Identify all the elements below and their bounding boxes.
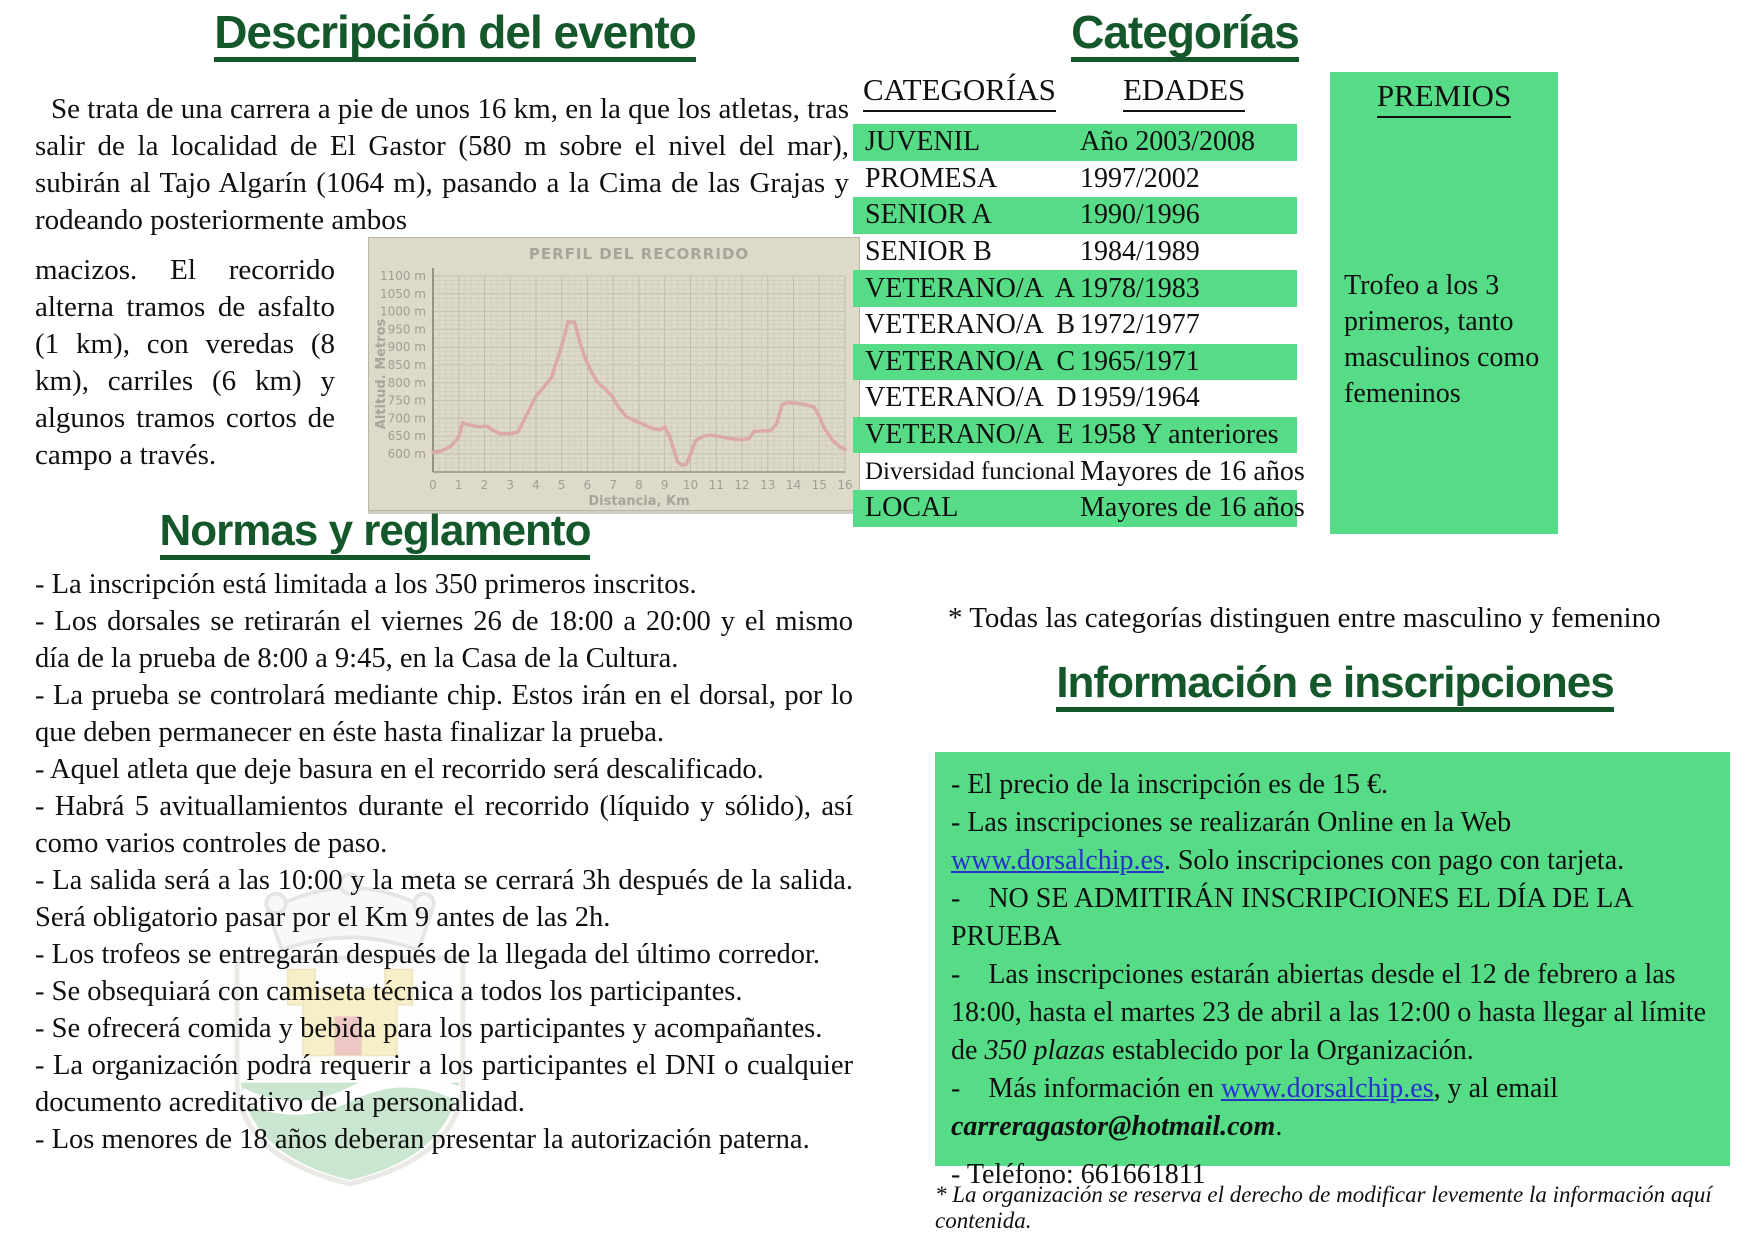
description-paragraph-1: Se trata de una carrera a pie de unos 16 km, en la que los atletas, tras salir de la localidad de El Gastor (580 m sobre el nivel del mar), subirán al Tajo Algarín (1064 m), pasando a la Cima de las Grajas y rodeando posteriormente ambos: [35, 93, 849, 236]
description-title-wrap: [95, 8, 815, 62]
category-name: VETERANO/A C: [865, 345, 1075, 377]
svg-text:Altitud. Metros: Altitud. Metros: [374, 318, 389, 430]
info-line: [951, 804, 1714, 880]
category-name: VETERANO/A B: [865, 309, 1075, 341]
rules-title: Normas y reglamento: [160, 508, 591, 560]
category-ages: 1965/1971: [1080, 345, 1200, 377]
description-title: Descripción del evento: [214, 8, 696, 62]
svg-text:1050 m: 1050 m: [379, 286, 426, 301]
rules-title-wrap: [35, 508, 715, 560]
rule-item: - Los dorsales se retirarán el viernes 26 de 18:00 a 20:00 y el mismo día de la prueba de 8:00 a 9:45, en la Casa de la Cultura.: [35, 606, 853, 674]
category-row: [853, 270, 1297, 307]
info-line: [951, 880, 1714, 956]
category-name: VETERANO/A A: [865, 272, 1075, 304]
category-ages: 1972/1977: [1080, 309, 1200, 341]
category-row: [853, 307, 1297, 344]
category-name: Diversidad funcional: [865, 457, 1076, 485]
dorsalchip-link[interactable]: www.dorsalchip.es: [1220, 1073, 1434, 1104]
elevation-profile-chart: [368, 237, 860, 511]
info-text-segment: - NO SE ADMITIRÁN INSCRIPCIONES EL DÍA DE LA PRUEBA: [951, 883, 1640, 952]
category-row: [853, 417, 1297, 454]
rule-item: - La inscripción está limitada a los 350 primeros inscritos.: [35, 569, 697, 600]
category-row: [853, 197, 1297, 234]
category-ages: 1978/1983: [1080, 272, 1200, 304]
categories-note: * Todas las categorías distinguen entre masculino y femenino: [948, 602, 1661, 634]
category-row: [853, 161, 1297, 198]
info-line: [951, 1070, 1714, 1146]
svg-text:5: 5: [557, 478, 566, 492]
info-text-segment: - Más información en: [951, 1073, 1221, 1104]
rule-item: - Se ofrecerá comida y bebida para los participantes y acompañantes.: [35, 1013, 823, 1044]
category-ages: 1958 Y anteriores: [1080, 419, 1279, 451]
svg-text:12: 12: [734, 478, 750, 492]
category-row: [853, 234, 1297, 271]
svg-text:13: 13: [760, 478, 776, 492]
column-header-edades: EDADES: [1123, 72, 1245, 112]
info-text-segment: - Teléfono: 661661811: [951, 1159, 1206, 1190]
categories-title-wrap: [935, 8, 1435, 62]
svg-text:6: 6: [583, 478, 592, 492]
info-text-segment: . Solo inscripciones con pago con tarjeta.: [1163, 845, 1625, 876]
info-text-segment: establecido por la Organización.: [1105, 1035, 1474, 1066]
category-ages: Año 2003/2008: [1080, 126, 1255, 158]
category-ages: Mayores de 16 años: [1080, 492, 1305, 524]
info-text-segment: - El precio de la inscripción es de 15 €.: [951, 769, 1388, 800]
svg-text:1100 m: 1100 m: [379, 269, 426, 283]
svg-text:4: 4: [532, 478, 540, 492]
dorsalchip-link[interactable]: www.dorsalchip.es: [951, 845, 1164, 876]
rule-item: - Los trofeos se entregarán después de la llegada del último corredor.: [35, 939, 821, 970]
svg-text:Distancia, Km: Distancia, Km: [588, 494, 690, 508]
info-text-segment: , y al email: [1433, 1073, 1566, 1104]
rule-item: - La prueba se controlará mediante chip. Estos irán en el dorsal, por lo que deben permanecer en éste hasta finalizar la prueba.: [35, 680, 853, 748]
svg-text:16: 16: [837, 478, 853, 492]
rule-item: - La salida será a las 10:00 y la meta se cerrará 3h después de la salida. Será obligatorio pasar por el Km 9 antes de las 2h.: [35, 865, 853, 933]
premios-panel: [1330, 72, 1558, 534]
svg-text:900 m: 900 m: [387, 340, 426, 355]
rule-item: - Aquel atleta que deje basura en el recorrido será descalificado.: [35, 754, 764, 785]
svg-text:1: 1: [454, 478, 463, 492]
category-name: JUVENIL: [865, 126, 981, 158]
info-text-segment: - Las inscripciones se realizarán Online en la Web: [951, 807, 1519, 838]
info-title: Información e inscripciones: [1056, 660, 1613, 712]
svg-text:800 m: 800 m: [387, 375, 426, 390]
category-ages: 1984/1989: [1080, 236, 1200, 268]
category-ages: 1990/1996: [1080, 199, 1200, 231]
svg-text:3: 3: [506, 478, 515, 492]
info-text-segment: .: [1275, 1111, 1283, 1142]
category-row: [853, 124, 1297, 161]
elevation-chart-svg: [369, 238, 857, 508]
column-header-premios: PREMIOS: [1377, 78, 1511, 118]
rules-list: [35, 566, 853, 1158]
svg-text:600 m: 600 m: [387, 447, 426, 461]
svg-text:2: 2: [480, 478, 489, 492]
rule-item: - Habrá 5 avituallamientos durante el recorrido (líquido y sólido), así como varios controles de paso.: [35, 791, 853, 859]
svg-text:850 m: 850 m: [387, 358, 426, 372]
info-title-wrap: [915, 660, 1754, 712]
category-ages: 1997/2002: [1080, 162, 1200, 194]
categories-title: Categorías: [1071, 8, 1299, 62]
svg-text:1000 m: 1000 m: [379, 304, 426, 319]
svg-text:11: 11: [708, 478, 724, 492]
category-row: [853, 490, 1305, 527]
svg-text:10: 10: [682, 478, 699, 492]
info-line: [951, 766, 1714, 804]
category-row: [853, 344, 1297, 381]
category-ages: 1959/1964: [1080, 382, 1200, 414]
svg-text:8: 8: [635, 478, 643, 492]
category-name: PROMESA: [865, 162, 998, 194]
category-name: LOCAL: [865, 492, 959, 524]
svg-text:7: 7: [609, 478, 618, 492]
rule-item: - La organización podrá requerir a los participantes el DNI o cualquier documento acreditativo de la personalidad.: [35, 1050, 853, 1118]
svg-text:0: 0: [429, 478, 437, 492]
info-text-segment: carreragastor@hotmail.com: [951, 1111, 1276, 1142]
info-text-segment: 350 plazas: [984, 1035, 1106, 1066]
rule-item: - Se obsequiará con camiseta técnica a todos los participantes.: [35, 976, 743, 1007]
svg-text:950 m: 950 m: [387, 322, 426, 337]
description-paragraph-2: macizos. El recorrido alterna tramos de asfalto (1 km), con veredas (8 km), carriles (6 km) y algunos tramos cortos de campo a través.: [35, 254, 335, 471]
svg-text:PERFIL DEL RECORRIDO: PERFIL DEL RECORRIDO: [528, 245, 750, 263]
category-row: [853, 380, 1297, 417]
category-name: SENIOR B: [865, 236, 992, 268]
svg-text:15: 15: [811, 478, 827, 492]
info-lines: [935, 752, 1730, 1190]
svg-text:9: 9: [660, 478, 669, 492]
category-ages: Mayores de 16 años: [1080, 455, 1305, 487]
column-header-categorias: CATEGORÍAS: [863, 72, 1056, 112]
category-name: SENIOR A: [865, 199, 992, 231]
svg-text:14: 14: [785, 478, 802, 492]
svg-text:650 m: 650 m: [387, 429, 426, 444]
premios-text: Trofeo a los 3 primeros, tanto masculinos como femeninos: [1344, 270, 1540, 409]
categories-rows: [853, 124, 1305, 527]
category-row: [853, 453, 1305, 490]
svg-text:750 m: 750 m: [387, 393, 426, 408]
rule-item: - Los menores de 18 años deberan presentar la autorización paterna.: [35, 1124, 810, 1155]
info-line: [951, 956, 1714, 1070]
svg-text:700 m: 700 m: [387, 411, 426, 426]
category-name: VETERANO/A E: [865, 419, 1074, 451]
info-text-segment: - Las inscripciones estarán abiertas desde el 12 de febrero a las 18:00, hasta el martes 23 de abril a las 12:00 o hasta llegar al límite de: [951, 959, 1714, 1066]
category-name: VETERANO/A D: [865, 382, 1077, 414]
footnote: * La organización se reserva el derecho de modificar levemente la información aquí contenida.: [935, 1182, 1712, 1233]
